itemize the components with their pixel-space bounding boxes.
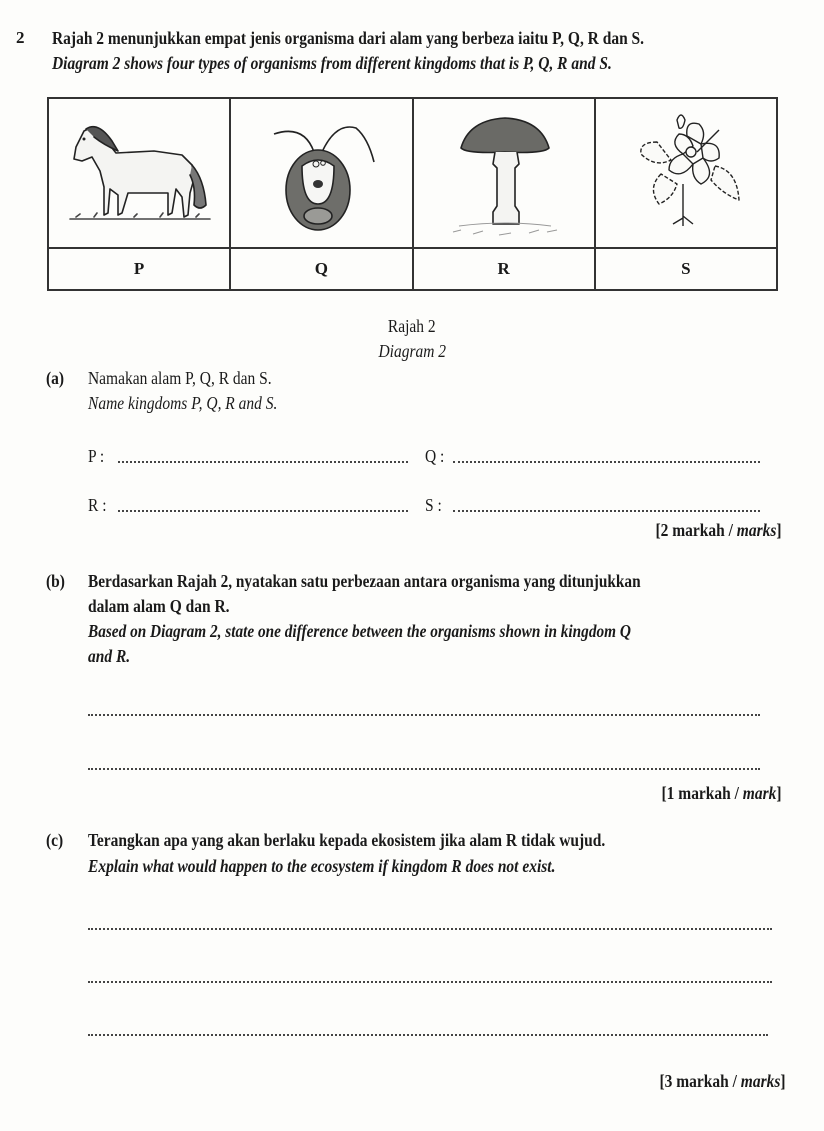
part-c-marks-text [660, 1071, 786, 1092]
answer-label-p-text: P : [88, 446, 105, 466]
answer-field-r[interactable] [118, 510, 408, 512]
answer-label-q [425, 446, 448, 467]
part-c-question-malay [88, 830, 689, 851]
organism-label-q: Q [230, 248, 412, 290]
part-b-answer-line-2[interactable] [88, 768, 760, 770]
answer-label-r [88, 495, 110, 516]
part-b-marks-close: ] [776, 783, 782, 803]
diagram-caption-english-text: Diagram 2 [378, 341, 446, 361]
part-b-question-english-line1-text: Based on Diagram 2, state one difference between the organisms shown in kingdom Q [88, 621, 631, 641]
part-b-marks-english: mark [743, 783, 777, 803]
answer-label-p [88, 446, 107, 467]
part-a-label [46, 368, 67, 389]
answer-label-s-text: S : [425, 495, 442, 515]
part-b-label [46, 571, 68, 592]
answer-label-q-text: Q : [425, 446, 445, 466]
part-a-marks-close: ] [776, 520, 782, 540]
answer-label-r-text: R : [88, 495, 107, 515]
organism-cell-s [595, 98, 777, 248]
organism-label-s: S [595, 248, 777, 290]
part-c-marks [639, 1071, 786, 1092]
organism-cell-p [48, 98, 230, 248]
part-c-answer-line-3[interactable] [88, 1034, 768, 1036]
euglena-icon [256, 108, 386, 238]
hibiscus-flower-icon [621, 108, 751, 238]
part-c-question-english-text: Explain what would happen to the ecosystem if kingdom R does not exist. [88, 856, 556, 876]
answer-field-p[interactable] [118, 461, 408, 463]
part-b-question-english-line2-text: and R. [88, 646, 131, 666]
diagram-label-row [48, 248, 777, 290]
question-number: 2 [16, 28, 25, 47]
part-b-marks-malay: [1 markah / [662, 783, 744, 803]
part-b-question-malay-line2-text: dalam alam Q dan R. [88, 596, 230, 616]
question-intro-english-text: Diagram 2 shows four types of organisms from different kingdoms that is P, Q, R and S. [52, 53, 612, 73]
horse-icon [64, 113, 214, 233]
diagram-caption-malay-text: Rajah 2 [388, 316, 436, 336]
question-intro-malay [52, 28, 740, 49]
part-c-label-text: (c) [46, 830, 64, 850]
part-c-marks-english: marks [741, 1071, 781, 1091]
answer-label-s [425, 495, 445, 516]
part-b-question-malay-line1-text: Berdasarkan Rajah 2, nyatakan satu perbezaan antara organisma yang ditunjukkan [88, 571, 641, 591]
mushroom-icon [439, 108, 569, 238]
diagram-caption-malay [0, 316, 824, 337]
question-intro-malay-text: Rajah 2 menunjukkan empat jenis organisma dari alam yang berbeza iaitu P, Q, R dan S. [52, 28, 645, 48]
part-a-question-english-text: Name kingdoms P, Q, R and S. [88, 393, 278, 413]
part-b-answer-line-1[interactable] [88, 714, 760, 716]
part-a-label-text: (a) [46, 368, 65, 388]
answer-field-s[interactable] [453, 510, 760, 512]
part-b-marks [642, 783, 782, 804]
part-b-question-english-line1 [88, 621, 727, 642]
part-c-question-english [88, 856, 632, 877]
part-b-label-text: (b) [46, 571, 65, 591]
part-a-marks-malay: [2 markah / [655, 520, 738, 540]
answer-field-q[interactable] [453, 461, 760, 463]
part-c-marks-malay: [3 markah / [659, 1071, 742, 1091]
part-a-marks-text [656, 520, 782, 541]
diagram-caption-english [0, 341, 824, 362]
part-c-marks-close: ] [780, 1071, 786, 1091]
part-a-question-malay [88, 368, 301, 389]
part-a-question-english [88, 393, 308, 414]
part-c-answer-line-2[interactable] [88, 981, 772, 983]
question-intro-english [52, 53, 703, 74]
organism-label-r: R [413, 248, 595, 290]
part-c-label [46, 830, 66, 851]
diagram-image-row [48, 98, 777, 248]
part-c-answer-line-1[interactable] [88, 928, 772, 930]
part-a-marks-english: marks [737, 520, 777, 540]
part-a-question-malay-text: Namakan alam P, Q, R dan S. [88, 368, 272, 388]
part-b-question-english-line2 [88, 646, 137, 667]
part-c-question-malay-text: Terangkan apa yang akan berlaku kepada ekosistem jika alam R tidak wujud. [88, 830, 606, 850]
organism-cell-q [230, 98, 412, 248]
organism-diagram-table [47, 97, 778, 291]
organism-label-p: P [48, 248, 230, 290]
part-b-question-malay-line1 [88, 571, 738, 592]
part-b-question-malay-line2 [88, 596, 253, 617]
organism-cell-r [413, 98, 595, 248]
part-a-marks [635, 520, 782, 541]
part-b-marks-text [662, 783, 782, 804]
